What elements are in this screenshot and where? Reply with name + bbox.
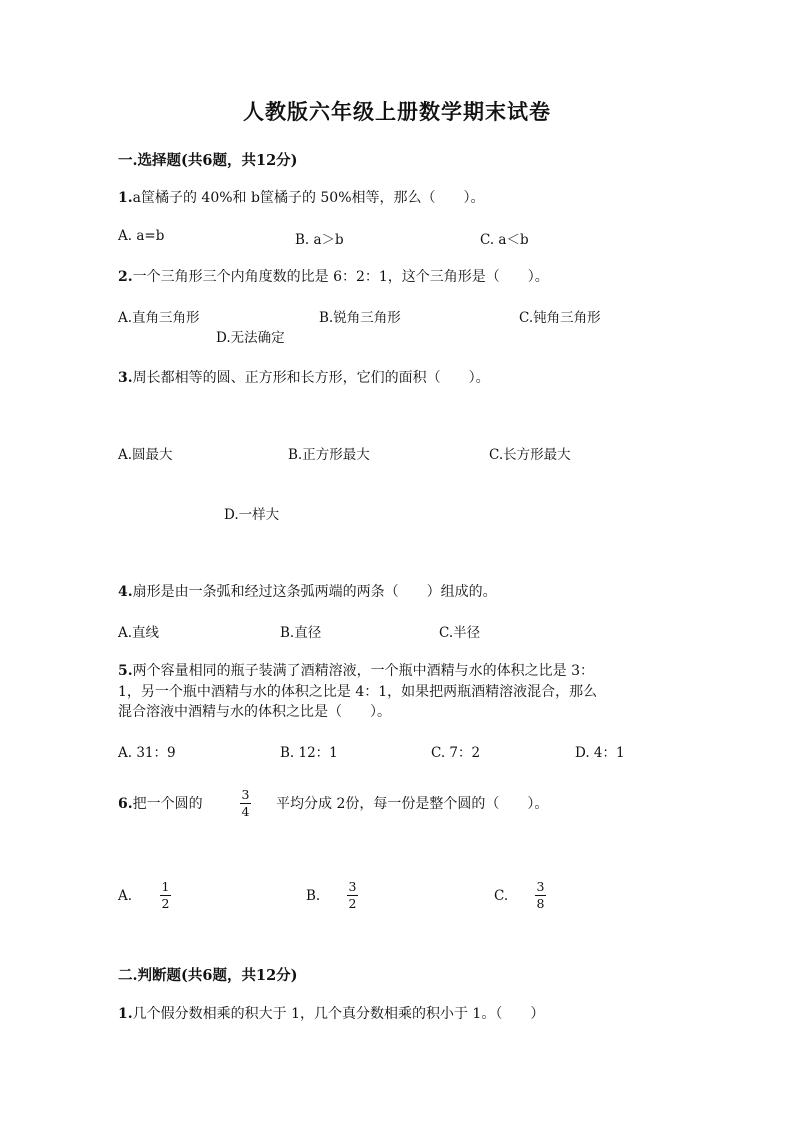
fraction-denominator: 8 [536,896,545,911]
question-6-suffix: 平均分成 2份，每一份是整个圆的（ ）。 [276,796,549,812]
question-text: a筐橘子的 40%和 b筐橘子的 50%相等，那么（ ）。 [132,190,485,206]
question-2 [118,266,549,286]
q1-option-c: C. a＜b [480,232,529,248]
q3-option-a: A.圆最大 [118,447,173,463]
q6-option-b-fraction [347,880,358,911]
question-text: 两个容量相同的瓶子装满了酒精溶液，一个瓶中酒精与水的体积之比是 3： [132,663,594,679]
question-number: 1. [118,1006,133,1022]
q6-option-b-label: B. [306,888,321,904]
question-number: 2. [118,269,133,285]
q6-option-a-label: A. [118,888,133,904]
q2-option-a: A.直角三角形 [118,310,200,326]
q1-option-a: A. a=b [118,228,165,244]
question-3 [118,367,490,387]
question-text: 几个假分数相乘的积大于 1，几个真分数相乘的积小于 1。（ ） [132,1006,545,1022]
q2-option-c: C.钝角三角形 [519,310,601,326]
q3-option-b: B.正方形最大 [288,447,370,463]
q6-option-c-label: C. [494,888,509,904]
question-4 [118,581,497,601]
question-number: 1. [118,190,133,206]
q4-option-c: C.半径 [439,625,481,641]
q6-option-a-fraction [160,880,171,911]
q2-option-d: D.无法确定 [216,330,285,346]
question-5-line-1 [118,660,594,680]
question-number: 3. [118,370,133,386]
fraction-numerator: 1 [161,879,170,894]
fraction-numerator: 3 [348,879,357,894]
question-5-line-2: 1，另一个瓶中酒精与水的体积之比是 4：1，如果把两瓶酒精溶液混合，那么 [118,684,598,700]
q4-option-a: A.直线 [118,625,160,641]
question-number: 5. [118,663,133,679]
page-title: 人教版六年级上册数学期末试卷 [243,99,551,124]
section-heading-choice: 一.选择题(共6题，共12分) [118,152,298,169]
fraction-denominator: 4 [241,804,250,819]
fraction-denominator: 2 [348,896,357,911]
question-5-line-3: 混合溶液中酒精与水的体积之比是（ ）。 [118,704,391,720]
q3-option-c: C.长方形最大 [489,447,571,463]
q5-option-b: B. 12：1 [280,745,338,761]
question-number: 4. [118,584,133,600]
question-text: 一个三角形三个内角度数的比是 6：2：1，这个三角形是（ ）。 [132,269,549,285]
section-heading-judgement: 二.判断题(共6题，共12分) [118,967,298,984]
q4-option-b: B.直径 [280,625,322,641]
question-number: 6. [118,796,133,812]
question-1 [118,187,485,207]
question-text: 扇形是由一条弧和经过这条弧两端的两条（ ）组成的。 [132,584,497,600]
q6-fraction [240,788,251,819]
question-text: 把一个圆的 [132,796,203,812]
q5-option-d: D. 4：1 [575,745,625,761]
q1-option-b: B. a＞b [295,232,344,248]
question-6-prefix [118,793,203,813]
q6-option-c-fraction [535,880,546,911]
fraction-numerator: 3 [241,787,250,802]
judgement-question-1 [118,1003,544,1023]
fraction-numerator: 3 [536,879,545,894]
fraction-denominator: 2 [161,896,170,911]
q5-option-c: C. 7：2 [431,745,481,761]
q2-option-b: B.锐角三角形 [319,310,401,326]
q5-option-a: A. 31：9 [118,745,176,761]
q3-option-d: D.一样大 [224,507,280,523]
question-text: 周长都相等的圆、正方形和长方形，它们的面积（ ）。 [132,370,490,386]
